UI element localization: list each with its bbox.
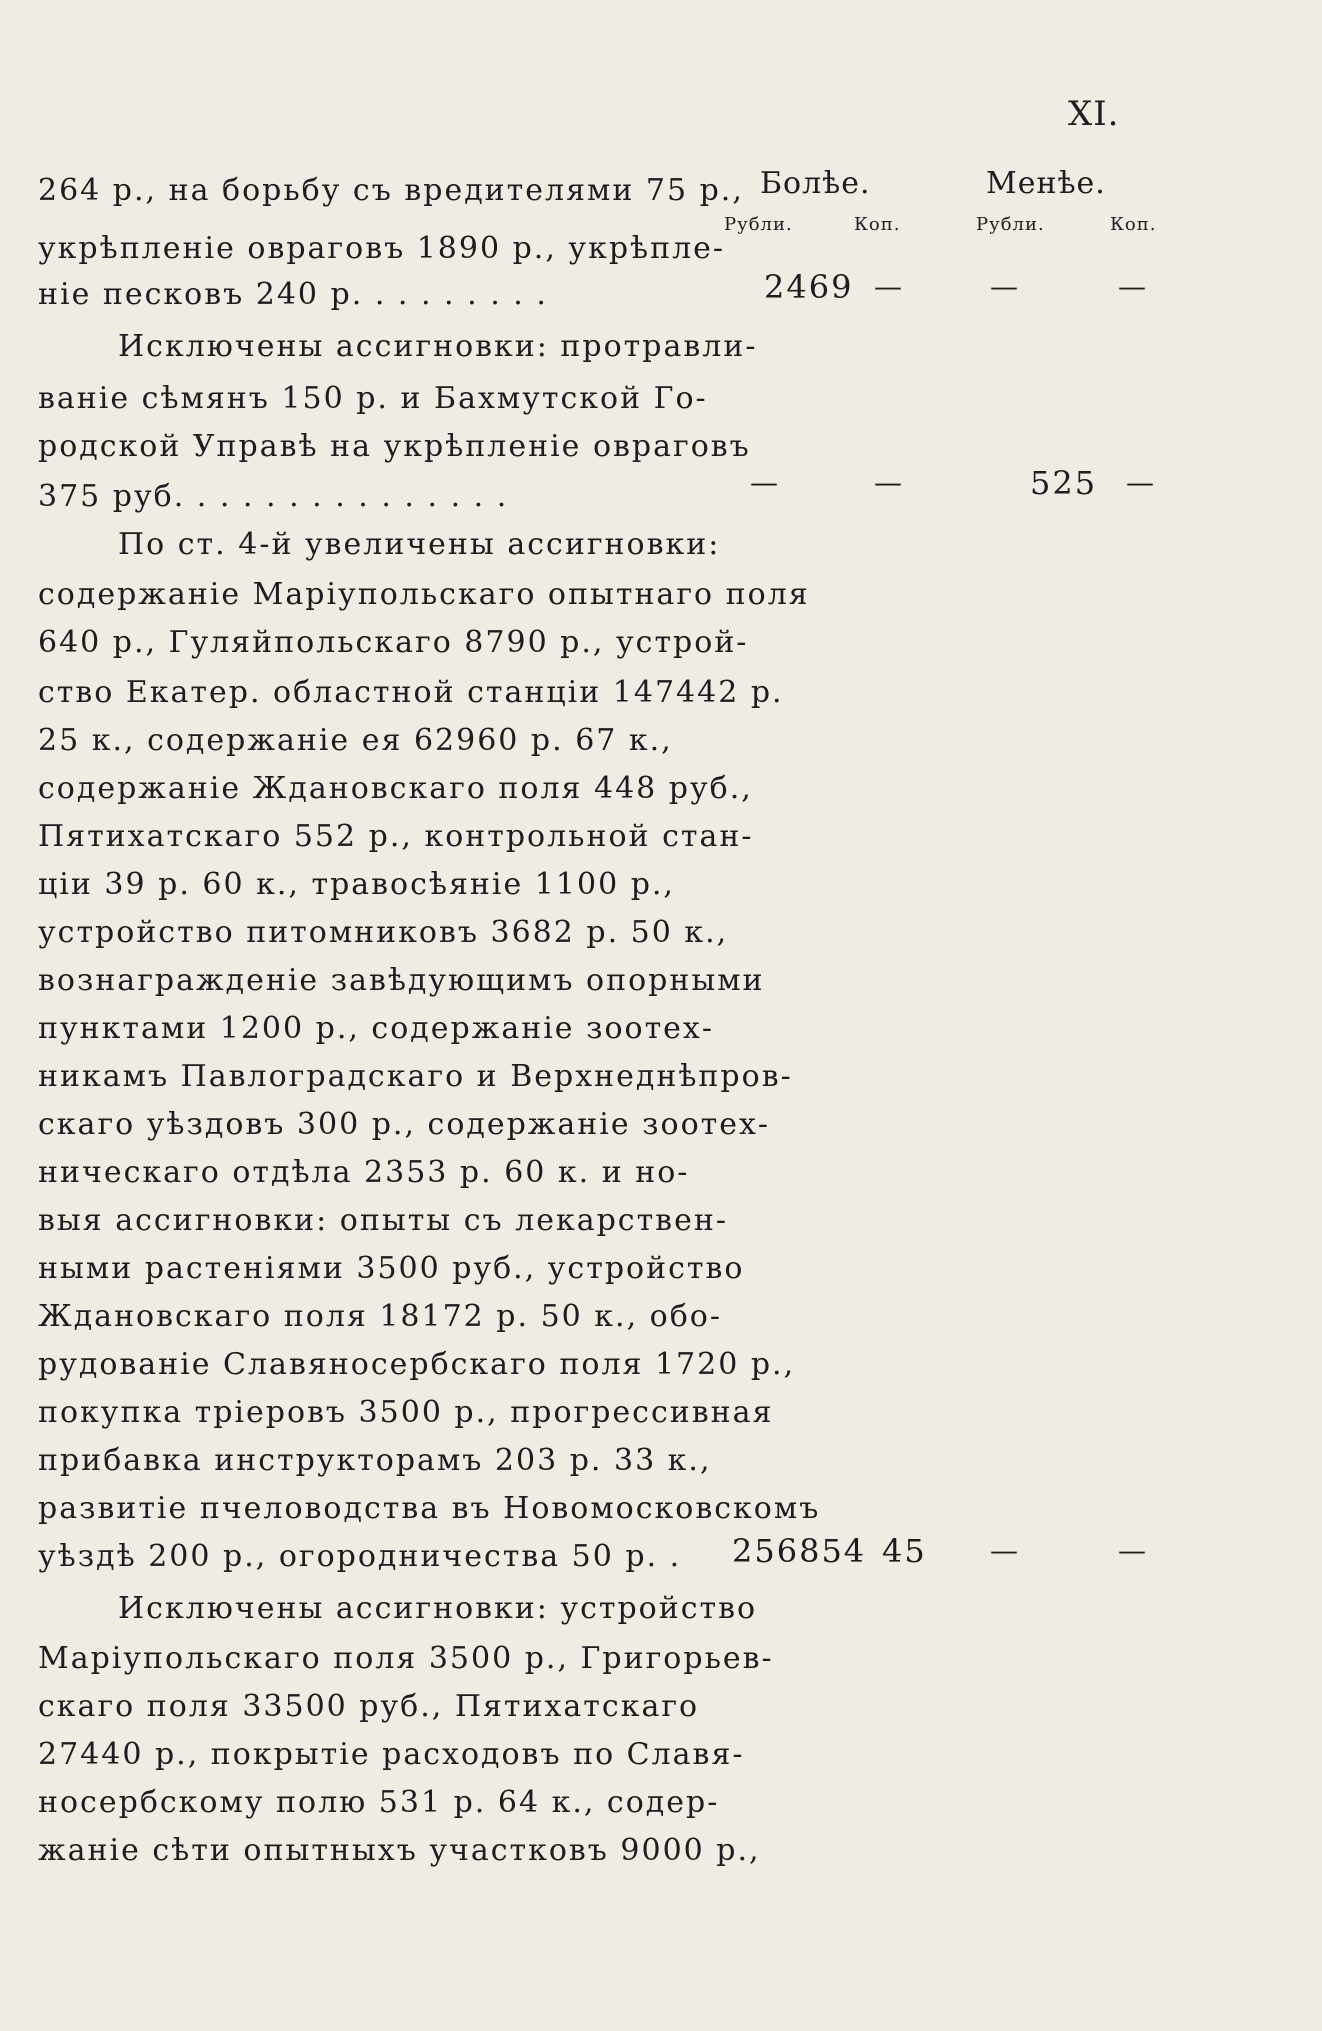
text-line: носербскому полю 531 р. 64 к., содер-: [38, 1785, 720, 1820]
text-line: скаго поля 33500 руб., Пятихатскаго: [38, 1689, 700, 1724]
text-line: Исключены ассигновки: протравли-: [118, 329, 758, 364]
amount-less-rubles: 525: [1030, 464, 1098, 502]
amount-less-kopecks: —: [1126, 466, 1154, 499]
column-sub-less-kopecks: Коп.: [1110, 214, 1157, 235]
text-line: Исключены ассигновки: устройство: [118, 1591, 758, 1626]
amount-more-kopecks: 45: [882, 1532, 927, 1570]
amount-more-rubles: 2469: [764, 268, 854, 306]
text-line: ваніе сѣмянъ 150 р. и Бахмутской Го-: [38, 381, 708, 416]
column-header-less: Менѣе.: [986, 166, 1106, 201]
text-line: родской Управѣ на укрѣпленіе овраговъ: [38, 429, 751, 464]
amount-more-kopecks: —: [874, 466, 902, 499]
text-line: По ст. 4-й увеличены ассигновки:: [118, 527, 721, 562]
text-line: Пятихатскаго 552 р., контрольной стан-: [38, 819, 754, 854]
amount-more-rubles: —: [750, 466, 778, 499]
amount-less-kopecks: —: [1118, 1534, 1146, 1567]
column-sub-less-rubles: Рубли.: [976, 214, 1045, 235]
text-line: вознагражденіе завѣдующимъ опорными: [38, 963, 765, 998]
text-line: ными растеніями 3500 руб., устройство: [38, 1251, 745, 1286]
text-line: скаго уѣздовъ 300 р., содержаніе зоотех-: [38, 1107, 771, 1142]
amount-more-rubles: 256854: [732, 1532, 867, 1570]
amount-less-rubles: —: [990, 270, 1018, 303]
text-line: жаніе сѣти опытныхъ участковъ 9000 р.,: [38, 1833, 761, 1868]
bleed-through-text: [1070, 170, 1080, 205]
text-line: покупка тріеровъ 3500 р., прогрессивная: [38, 1395, 774, 1430]
text-line: рудованіе Славяносербскаго поля 1720 р.,: [38, 1347, 796, 1382]
column-sub-more-rubles: Рубли.: [724, 214, 793, 235]
text-line: содержаніе Маріупольскаго опытнаго поля: [38, 577, 810, 612]
text-line: 25 к., содержаніе ея 62960 р. 67 к.,: [38, 723, 673, 758]
text-line: 375 руб. . . . . . . . . . . . . . .: [38, 479, 509, 514]
column-sub-more-kopecks: Коп.: [854, 214, 901, 235]
text-line: прибавка инструкторамъ 203 р. 33 к.,: [38, 1443, 712, 1478]
text-line: никамъ Павлоградскаго и Верхнеднѣпров-: [38, 1059, 793, 1094]
page-number: XI.: [1068, 94, 1120, 134]
text-line: ніе песковъ 240 р. . . . . . . . .: [38, 277, 548, 312]
text-line: Ждановскаго поля 18172 р. 50 к., обо-: [38, 1299, 722, 1334]
text-line: уѣздѣ 200 р., огородничества 50 р. .: [38, 1539, 682, 1574]
text-line: 640 р., Гуляйпольскаго 8790 р., устрой-: [38, 625, 749, 660]
text-line: пунктами 1200 р., содержаніе зоотех-: [38, 1011, 714, 1046]
text-line: выя ассигновки: опыты съ лекарствен-: [38, 1203, 728, 1238]
text-line: укрѣпленіе овраговъ 1890 р., укрѣпле-: [38, 231, 726, 266]
text-line: 27440 р., покрытіе расходовъ по Славя-: [38, 1737, 745, 1772]
amount-more-kopecks: —: [874, 270, 902, 303]
amount-less-kopecks: —: [1118, 270, 1146, 303]
text-line: развитіе пчеловодства въ Новомосковскомъ: [38, 1491, 821, 1526]
amount-less-rubles: —: [990, 1534, 1018, 1567]
text-line: содержаніе Ждановскаго поля 448 руб.,: [38, 771, 753, 806]
text-line: устройство питомниковъ 3682 р. 50 к.,: [38, 915, 729, 950]
text-line: 264 р., на борьбу съ вредителями 75 р.,: [38, 173, 744, 208]
column-header-more: Болѣе.: [760, 166, 871, 201]
text-line: ническаго отдѣла 2353 р. 60 к. и но-: [38, 1155, 690, 1190]
text-line: Маріупольскаго поля 3500 р., Григорьев-: [38, 1641, 774, 1676]
text-line: ство Екатер. областной станціи 147442 р.: [38, 675, 784, 710]
text-line: ціи 39 р. 60 к., травосѣяніе 1100 р.,: [38, 867, 675, 902]
